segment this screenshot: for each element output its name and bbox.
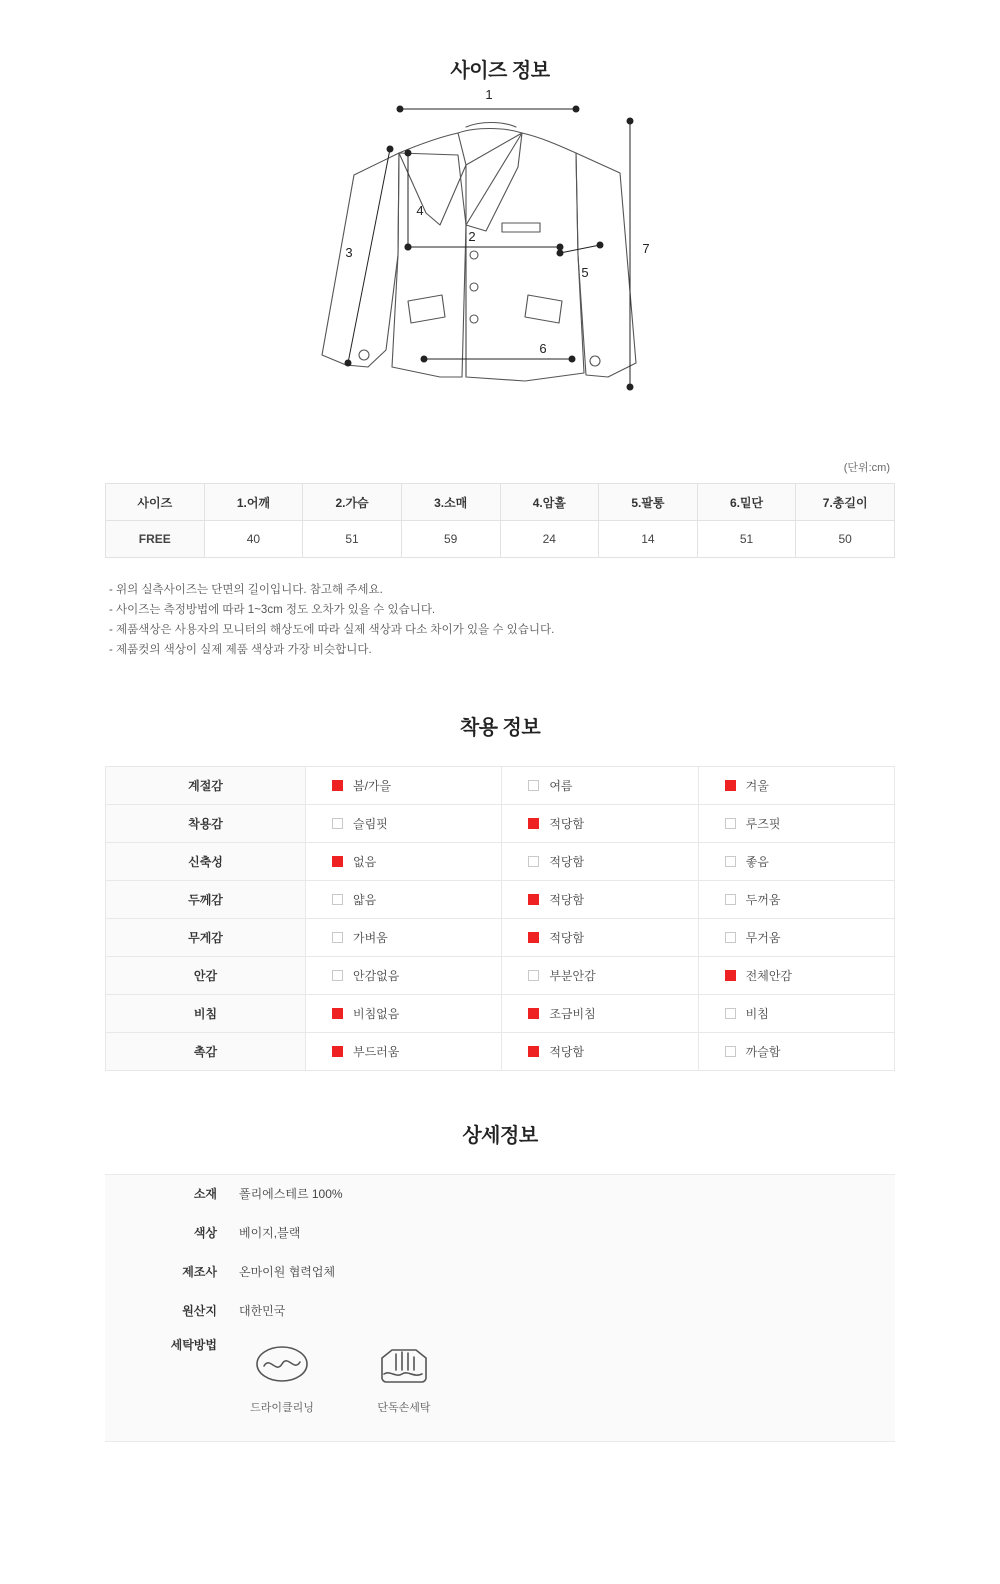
table-row <box>105 1174 895 1213</box>
wear-option-cell[interactable] <box>502 1032 698 1070</box>
size-col-header-armhole: 4.암홀 <box>500 484 599 521</box>
wear-option-cell[interactable] <box>698 804 894 842</box>
checkbox-icon[interactable] <box>528 1008 539 1019</box>
wear-option-cell[interactable] <box>502 766 698 804</box>
wear-label-season: 계절감 <box>106 766 306 804</box>
size-note-1: - 위의 실측사이즈는 단면의 길이입니다. 참고해 주세요. <box>109 584 383 596</box>
wear-label-lining: 안감 <box>106 956 306 994</box>
checkbox-icon[interactable] <box>528 856 539 867</box>
table-row <box>106 994 895 1032</box>
size-note-2: - 사이즈는 측정방법에 따라 1~3cm 정도 오차가 있을 수 있습니다. <box>109 604 436 617</box>
garment-measurement-diagram <box>0 87 1000 445</box>
checkbox-icon[interactable] <box>528 1046 539 1057</box>
detail-value-material: 폴리에스테르 100% <box>239 1187 343 1202</box>
wash-icon-caption: 단독손세탁 <box>377 1402 431 1414</box>
wear-option-cell[interactable] <box>306 842 502 880</box>
checkbox-icon[interactable] <box>332 1008 343 1019</box>
checkbox-icon[interactable] <box>332 970 343 981</box>
size-row-label: FREE <box>106 521 205 558</box>
table-row <box>106 918 895 956</box>
size-value-length: 50 <box>796 521 895 558</box>
checkbox-icon[interactable] <box>528 894 539 905</box>
wear-option-cell[interactable] <box>698 1032 894 1070</box>
checkbox-icon[interactable] <box>725 970 736 981</box>
checkbox-icon[interactable] <box>332 780 343 791</box>
size-value-shoulder: 40 <box>204 521 303 558</box>
wear-option-label: 두꺼움 <box>745 892 781 907</box>
wear-option-cell[interactable] <box>306 804 502 842</box>
size-value-sleeve-width: 14 <box>599 521 698 558</box>
size-value-armhole: 24 <box>500 521 599 558</box>
wear-option-label: 없음 <box>353 854 377 869</box>
jacket-illustration <box>290 87 710 425</box>
wear-option-cell[interactable] <box>306 918 502 956</box>
size-table-header-row <box>106 484 895 521</box>
table-row <box>106 804 895 842</box>
checkbox-icon[interactable] <box>528 932 539 943</box>
table-row <box>106 766 895 804</box>
checkbox-icon[interactable] <box>528 780 539 791</box>
table-row <box>105 1330 895 1442</box>
wear-option-label: 좋음 <box>745 854 769 869</box>
wear-option-cell[interactable] <box>502 804 698 842</box>
wear-option-cell[interactable] <box>306 766 502 804</box>
size-value-hem: 51 <box>697 521 796 558</box>
wear-option-label: 부드러움 <box>353 1044 400 1059</box>
checkbox-icon[interactable] <box>725 894 736 905</box>
checkbox-icon[interactable] <box>725 1046 736 1057</box>
diagram-label-4: 4 <box>416 203 424 218</box>
hand-wash-icon <box>374 1340 434 1388</box>
wear-option-cell[interactable] <box>502 956 698 994</box>
wear-option-cell[interactable] <box>306 1032 502 1070</box>
wear-option-label: 전체안감 <box>745 968 793 983</box>
wear-label-sheerness: 비침 <box>106 994 306 1032</box>
size-col-header-sleeve: 3.소매 <box>401 484 500 521</box>
wear-option-label: 적당함 <box>549 892 585 907</box>
wear-option-cell[interactable] <box>698 842 894 880</box>
checkbox-icon[interactable] <box>332 894 343 905</box>
diagram-label-6: 6 <box>539 341 547 356</box>
wear-info-table <box>105 766 895 1071</box>
diagram-label-1: 1 <box>485 87 493 102</box>
wash-icon-item <box>239 1340 325 1415</box>
size-col-header-size: 사이즈 <box>106 484 205 521</box>
wear-option-label: 적당함 <box>549 854 585 869</box>
wear-option-label: 부분안감 <box>549 968 596 983</box>
size-info-title: 사이즈 정보 <box>450 60 550 82</box>
detail-value-color: 베이지,블랙 <box>239 1226 301 1240</box>
wear-option-cell[interactable] <box>306 956 502 994</box>
size-col-header-chest: 2.가슴 <box>303 484 402 521</box>
wash-icon-item <box>361 1340 447 1415</box>
wear-label-texture: 촉감 <box>106 1032 306 1070</box>
wear-option-label: 까슬함 <box>745 1044 781 1059</box>
checkbox-icon[interactable] <box>332 932 343 943</box>
table-row <box>106 880 895 918</box>
wear-option-cell[interactable] <box>502 918 698 956</box>
wear-label-thickness: 두께감 <box>106 880 306 918</box>
wear-option-label: 비침없음 <box>353 1006 400 1021</box>
wear-option-label: 비침 <box>745 1006 769 1021</box>
checkbox-icon[interactable] <box>725 932 736 943</box>
size-col-header-sleeve-width: 5.팔통 <box>599 484 698 521</box>
diagram-label-2: 2 <box>468 229 476 244</box>
table-row <box>105 1291 895 1330</box>
detail-value-wash <box>235 1330 895 1442</box>
wear-option-label: 얇음 <box>353 892 377 907</box>
wear-option-label: 가벼움 <box>353 930 388 945</box>
wear-option-cell[interactable] <box>698 766 894 804</box>
wear-label-weight: 무게감 <box>106 918 306 956</box>
wear-option-label: 겨울 <box>745 778 769 793</box>
wear-label-fit: 착용감 <box>106 804 306 842</box>
wear-option-cell[interactable] <box>698 918 894 956</box>
detail-info-title: 상세정보 <box>462 1124 538 1147</box>
wear-option-cell[interactable] <box>698 994 894 1032</box>
wear-option-cell[interactable] <box>306 994 502 1032</box>
wear-option-label: 적당함 <box>549 1044 585 1059</box>
detail-value-manufacturer: 온마이원 협력업체 <box>239 1265 336 1279</box>
table-row <box>105 1213 895 1252</box>
wear-option-label: 루즈핏 <box>745 816 781 831</box>
wear-option-cell[interactable] <box>698 956 894 994</box>
size-note-4: - 제품컷의 색상이 실제 제품 색상과 가장 비슷합니다. <box>109 644 372 657</box>
size-col-header-hem: 6.밑단 <box>697 484 796 521</box>
wear-option-cell[interactable] <box>502 994 698 1032</box>
size-note-3: - 제품색상은 사용자의 모니터의 해상도에 따라 실제 색상과 다소 차이가 있을 수 있습니다. <box>109 624 555 637</box>
wear-option-label: 슬림핏 <box>353 816 388 831</box>
wear-option-cell[interactable] <box>502 842 698 880</box>
size-value-chest: 51 <box>303 521 402 558</box>
detail-label-wash: 세탁방법 <box>170 1338 217 1352</box>
wear-option-cell[interactable] <box>502 880 698 918</box>
unit-note: (단위:cm) <box>843 462 890 474</box>
wear-info-title: 착용 정보 <box>459 716 541 739</box>
detail-label-origin: 원산지 <box>182 1304 217 1318</box>
wear-option-cell[interactable] <box>698 880 894 918</box>
wear-option-label: 안감없음 <box>353 968 400 983</box>
diagram-label-5: 5 <box>581 265 589 280</box>
table-row <box>105 1252 895 1291</box>
wear-option-cell[interactable] <box>306 880 502 918</box>
checkbox-icon[interactable] <box>725 1008 736 1019</box>
size-table <box>105 483 895 558</box>
size-col-header-length: 7.총길이 <box>796 484 895 521</box>
wear-option-label: 적당함 <box>549 816 585 831</box>
table-row <box>106 521 895 558</box>
detail-label-material: 소재 <box>193 1187 217 1202</box>
dry-clean-icon <box>252 1340 312 1388</box>
size-col-header-shoulder: 1.어깨 <box>204 484 303 521</box>
detail-label-color: 색상 <box>193 1226 217 1240</box>
table-row <box>106 956 895 994</box>
table-row <box>106 842 895 880</box>
size-notes <box>105 580 895 661</box>
checkbox-icon[interactable] <box>332 818 343 829</box>
wear-option-label: 봄/가을 <box>353 778 392 793</box>
checkbox-icon[interactable] <box>725 780 736 791</box>
wear-option-label: 적당함 <box>549 930 585 945</box>
diagram-label-3: 3 <box>345 245 353 260</box>
wear-option-label: 무거움 <box>745 930 781 945</box>
wear-option-label: 여름 <box>549 778 573 793</box>
checkbox-icon[interactable] <box>528 970 539 981</box>
wash-icon-caption: 드라이클리닝 <box>250 1402 314 1414</box>
detail-info-table <box>105 1174 895 1443</box>
wear-option-label: 조금비침 <box>549 1006 596 1021</box>
checkbox-icon[interactable] <box>725 856 736 867</box>
wear-label-stretch: 신축성 <box>106 842 306 880</box>
checkbox-icon[interactable] <box>332 856 343 867</box>
detail-value-origin: 대한민국 <box>239 1304 286 1318</box>
checkbox-icon[interactable] <box>528 818 539 829</box>
table-row <box>106 1032 895 1070</box>
detail-label-manufacturer: 제조사 <box>182 1265 217 1279</box>
diagram-label-7: 7 <box>642 241 650 256</box>
checkbox-icon[interactable] <box>725 818 736 829</box>
checkbox-icon[interactable] <box>332 1046 343 1057</box>
size-value-sleeve: 59 <box>401 521 500 558</box>
